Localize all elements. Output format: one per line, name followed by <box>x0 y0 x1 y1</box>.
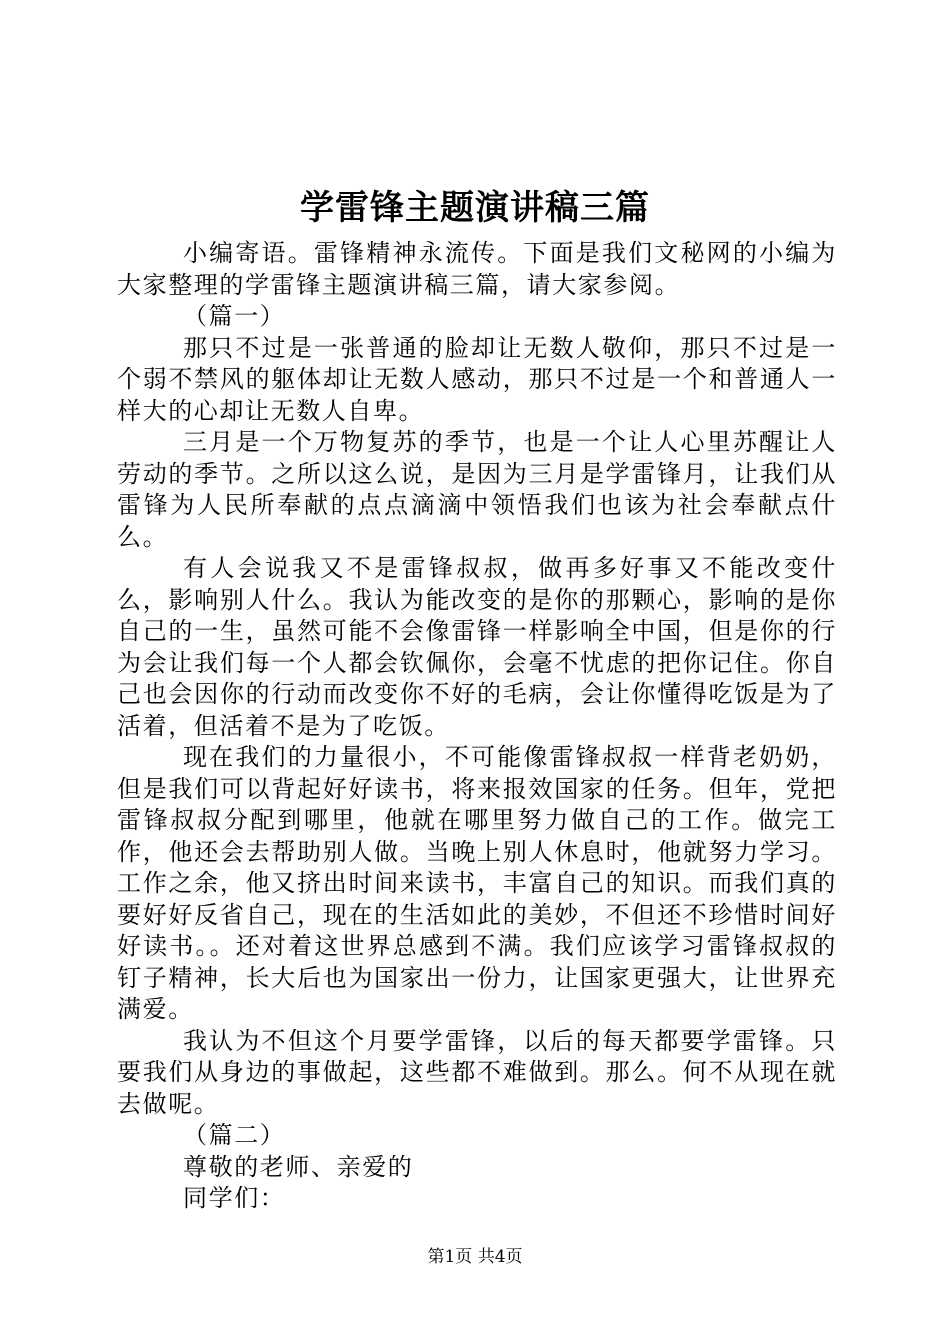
paragraph: 有人会说我又不是雷锋叔叔，做再多好事又不能改变什么，影响别人什么。我认为能改变的是你的那颗心，影响的是你自己的一生，虽然可能不会像雷锋一样影响全中国，但是你的行为会让我们每一个人都会钦佩你，会毫不忧虑的把你记住。你自己也会因你的行动而改变你不好的毛病，会让你懂得吃饭是为了活着，但活着不是为了吃饭。 <box>117 554 837 740</box>
document-body <box>117 238 837 1215</box>
paragraph: 三月是一个万物复苏的季节，也是一个让人心里苏醒让人劳动的季节。之所以这么说，是因为三月是学雷锋月，让我们从雷锋为人民所奉献的点点滴滴中领悟我们也该为社会奉献点什么。 <box>117 428 837 551</box>
page-footer: 第1页 共4页 <box>427 1247 523 1267</box>
section-heading-part-one: （篇一） <box>183 302 286 330</box>
paragraph: 那只不过是一张普通的脸却让无数人敬仰，那只不过是一个弱不禁风的躯体却让无数人感动，那只不过是一个和普通人一样大的心却让无数人自卑。 <box>117 333 837 425</box>
salutation-line: 尊敬的老师、亲爱的 <box>183 1152 414 1181</box>
document-title: 学雷锋主题演讲稿三篇 <box>300 188 650 228</box>
paragraph-intro: 小编寄语。雷锋精神永流传。下面是我们文秘网的小编为大家整理的学雷锋主题演讲稿三篇，请大家参阅。 <box>117 239 837 299</box>
paragraph: 我认为不但这个月要学雷锋，以后的每天都要学雷锋。只要我们从身边的事做起，这些都不难做到。那么。何不从现在就去做呢。 <box>117 1026 837 1118</box>
salutation-line: 同学们： <box>183 1184 286 1212</box>
section-heading-part-two: （篇二） <box>183 1121 286 1149</box>
paragraph: 现在我们的力量很小，不可能像雷锋叔叔一样背老奶奶，但是我们可以背起好好读书，将来报效国家的任务。但年，党把雷锋叔叔分配到哪里，他就在哪里努力做自己的工作。做完工作，他还会去帮助别人做。当晚上别人休息时，他就努力学习。工作之余，他又挤出时间来读书，丰富自己的知识。而我们真的要好好反省自己，现在的生活如此的美妙，不但还不珍惜时间好好读书。。还对着这世界总感到不满。我们应该学习雷锋叔叔的钉子精神，长大后也为国家出一份力，让国家更强大，让世界充满爱。 <box>117 743 837 1023</box>
